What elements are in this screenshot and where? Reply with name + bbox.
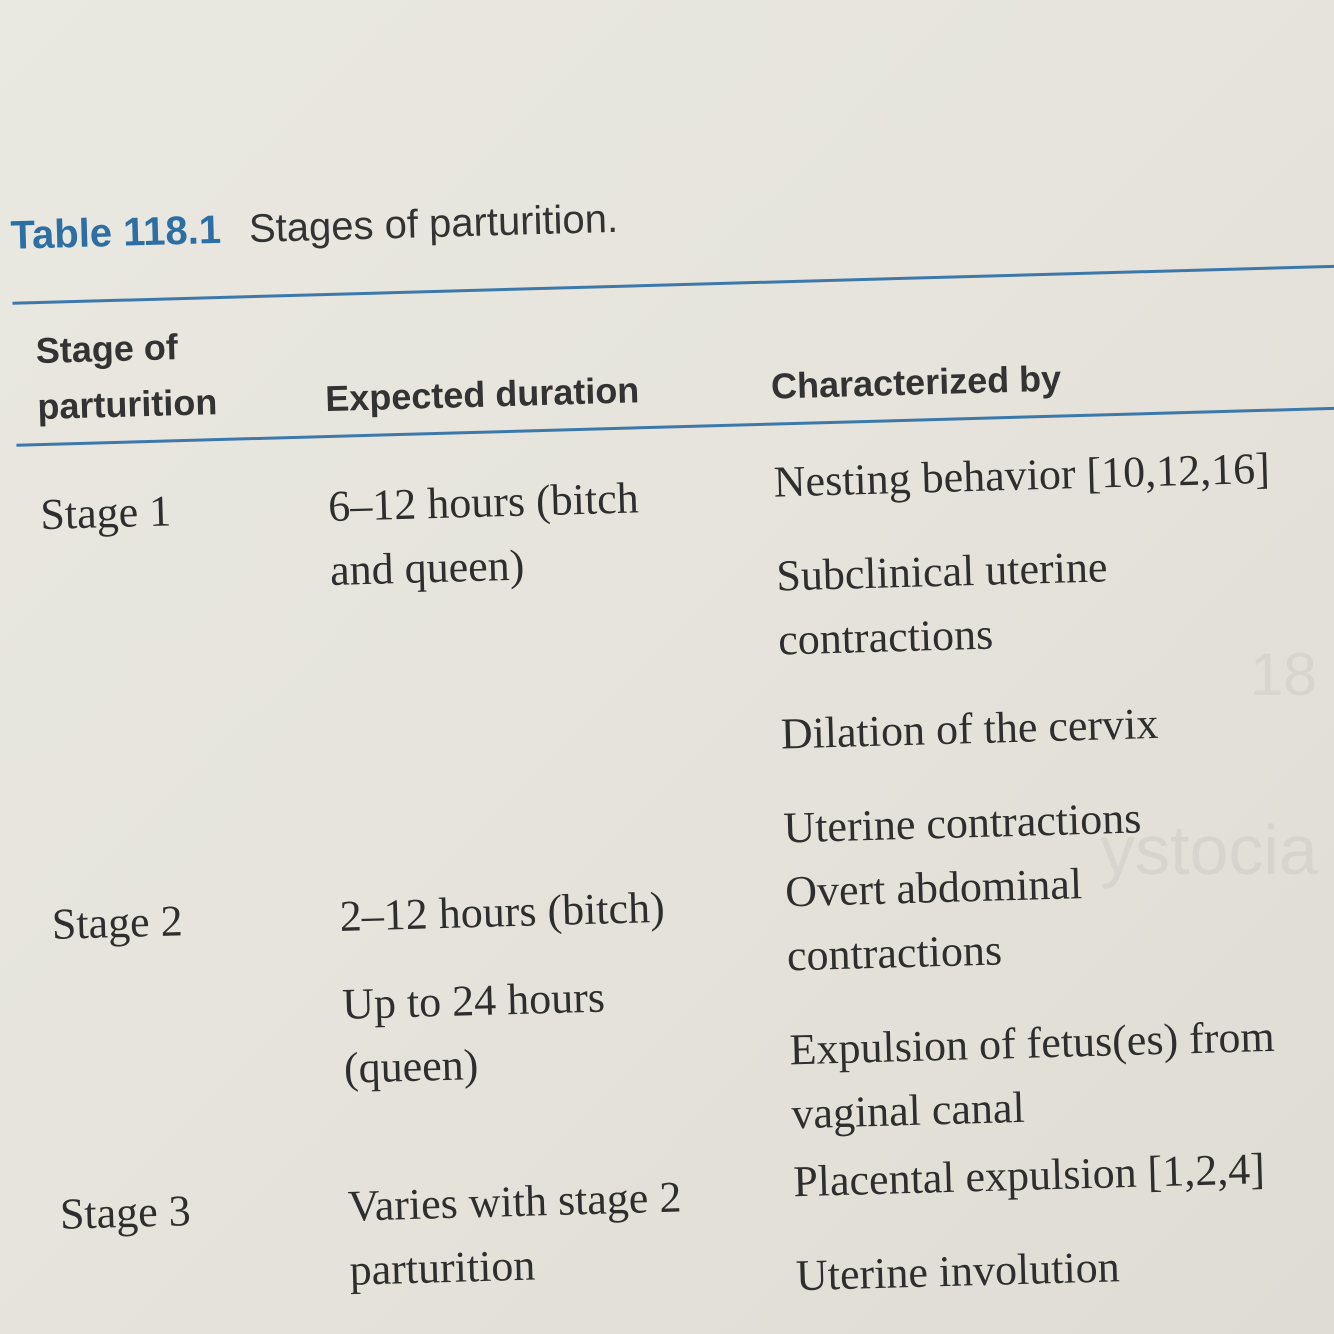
table-number: Table 118.1 — [9, 207, 222, 258]
characterized-cell-line: vaginal canal — [790, 1082, 1026, 1139]
show-through-text: ystocia — [1100, 811, 1318, 889]
characterized-cell-line: Subclinical uterine — [775, 542, 1109, 601]
characterized-cell-line: Placental expulsion [1,2,4] — [792, 1144, 1266, 1207]
table-caption — [10, 197, 619, 259]
header-stage — [35, 318, 218, 435]
duration-cell-line: Up to 24 hours — [341, 972, 606, 1029]
header-stage-line: Stage of — [35, 326, 179, 372]
top-rule — [12, 264, 1334, 304]
stage-cell: Stage 2 — [51, 896, 184, 949]
header-characterized: Characterized by — [770, 357, 1062, 407]
stage-cell: Stage 1 — [39, 486, 172, 540]
duration-cell-line: 6–12 hours (bitch — [327, 473, 640, 532]
header-stage-line: parturition — [36, 381, 218, 428]
duration-cell-line: and queen) — [329, 540, 525, 595]
characterized-cell-line: Dilation of the cervix — [780, 698, 1159, 759]
table-title: Stages of parturition. — [248, 196, 619, 252]
characterized-cell-line: Overt abdominal — [784, 859, 1083, 917]
duration-cell-line: parturition — [348, 1240, 536, 1295]
characterized-cell-line: contractions — [777, 609, 994, 665]
characterized-cell-line: Nesting behavior [10,12,16] — [773, 443, 1271, 507]
characterized-cell-line: Uterine contractions — [782, 793, 1142, 853]
header-duration: Expected duration — [324, 369, 640, 420]
characterized-cell-line: Uterine involution — [795, 1242, 1121, 1301]
characterized-cell-line: Expulsion of fetus(es) from — [788, 1011, 1276, 1075]
show-through-text: 18 — [1250, 641, 1317, 708]
duration-cell-line: Varies with stage 2 — [347, 1172, 682, 1231]
characterized-cell-line: contractions — [786, 925, 1003, 981]
stage-cell: Stage 3 — [59, 1186, 192, 1239]
duration-cell-line: (queen) — [343, 1040, 479, 1093]
duration-cell-line: 2–12 hours (bitch) — [339, 882, 666, 941]
